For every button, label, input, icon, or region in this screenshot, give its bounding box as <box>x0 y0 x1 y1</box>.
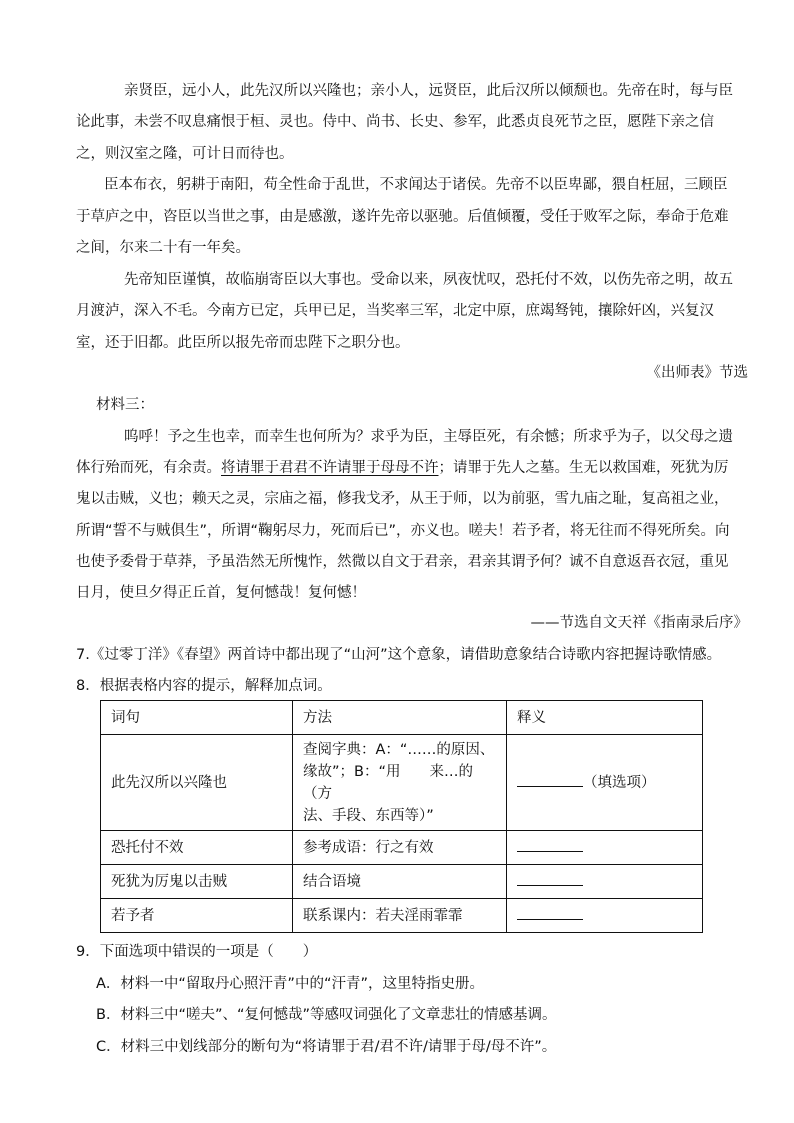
table-row <box>101 831 703 865</box>
passage2-p3-line1: 先帝知臣谨慎，故临崩寄臣以大事也。受命以来，夙夜忧叹，恐托付不效，以伤先帝之明，故五 <box>124 272 733 288</box>
passage3-line6: 日月，使旦夕得正丘首，复何憾哉！复何憾！ <box>76 585 366 601</box>
passage3-line3: 鬼以击贼，义也；赖天之灵，宗庙之福，修我戈矛，从王于师，以为前驱，雪九庙之耻，复高祖之业， <box>76 491 729 507</box>
row2-answer <box>507 831 703 865</box>
underlined-sentence: 将请罪于君君不许请罪于母母不许 <box>221 460 439 476</box>
row1-method <box>293 735 507 831</box>
passage3-line1: 呜呼！予之生也幸，而幸生也何所为？求乎为臣，主辱臣死，有余憾；所求乎为子，以父母之遗 <box>124 429 733 445</box>
answer-blank[interactable] <box>517 905 583 920</box>
header-method: 方法 <box>293 701 507 735</box>
table-row <box>101 735 703 831</box>
passage3-line2 <box>76 458 729 478</box>
row1-answer-suffix: （填选项） <box>583 774 656 791</box>
passage2-p1-line1: 亲贤臣，远小人，此先汉所以兴隆也；亲小人，远贤臣，此后汉所以倾颓也。先帝在时，每与臣 <box>124 83 733 99</box>
answer-blank[interactable] <box>517 837 583 852</box>
row4-answer <box>507 899 703 933</box>
question-9-option-a: A．材料一中“留取丹心照汗青”中的“汗青”，这里特指史册。 <box>96 976 484 992</box>
row4-phrase: 若予者 <box>101 899 293 933</box>
passage3-line2-post: ；请罪于先人之墓。生无以救国难，死犹为厉 <box>438 460 729 476</box>
question-8: 8．根据表格内容的提示，解释加点词。 <box>76 678 332 694</box>
table-header-row <box>101 701 703 735</box>
vocab-table <box>100 700 703 933</box>
row3-answer <box>507 865 703 899</box>
passage3-label: 材料三： <box>96 397 154 413</box>
passage2-p3-line3: 室，还于旧都。此臣所以报先帝而忠陛下之职分也。 <box>76 335 410 351</box>
row1-phrase: 此先汉所以兴隆也 <box>101 735 293 831</box>
row2-phrase: 恐托付不效 <box>101 831 293 865</box>
row4-method: 联系课内：若夫淫雨霏霏 <box>293 899 507 933</box>
passage2-p2-line2: 于草庐之中，咨臣以当世之事，由是感激，遂许先帝以驱驰。后值倾覆，受任于败军之际，奉命于危难 <box>76 209 729 225</box>
passage2-source: 《出师表》节选 <box>646 365 748 381</box>
passage2-p1-line2: 论此事，未尝不叹息痛恨于桓、灵也。侍中、尚书、长史、参军，此悉贞良死节之臣，愿陛下亲之信 <box>76 114 714 130</box>
row3-method: 结合语境 <box>293 865 507 899</box>
passage2-p2-line1: 臣本布衣，躬耕于南阳，苟全性命于乱世，不求闻达于诸侯。先帝不以臣卑鄙，猥自枉屈，三顾臣 <box>104 177 728 193</box>
table-row <box>101 865 703 899</box>
passage3-line4: 所谓“誓不与贼俱生”，所谓“鞠躬尽力，死而后已”，亦义也。嗟夫！若予者，将无往而不得死所矣。向 <box>76 523 730 539</box>
passage2-p2-line3: 之间，尔来二十有一年矣。 <box>76 240 250 256</box>
row1-answer <box>507 735 703 831</box>
row1-method-line2: 缘故”；B：“用 来…的（方 <box>303 763 473 802</box>
row2-method: 参考成语：行之有效 <box>293 831 507 865</box>
row1-method-line1: 查阅字典：A：“……的原因、 <box>303 741 495 758</box>
row1-method-line3: 法、手段、东西等）” <box>303 807 434 824</box>
row3-phrase: 死犹为厉鬼以击贼 <box>101 865 293 899</box>
question-7: 7.《过零丁洋》《春望》两首诗中都出现了“山河”这个意象，请借助意象结合诗歌内容把握诗歌情感。 <box>76 647 722 663</box>
table-row <box>101 899 703 933</box>
header-meaning: 释义 <box>507 701 703 735</box>
passage3-line2-pre: 体行殆而死，有余责。 <box>76 460 221 476</box>
passage2-p3-line2: 月渡泸，深入不毛。今南方已定，兵甲已足，当奖率三军，北定中原，庶竭驽钝，攘除奸凶，兴复汉 <box>76 303 714 319</box>
answer-blank[interactable] <box>517 871 583 886</box>
passage2-p1-line3: 之，则汉室之隆，可计日而待也。 <box>76 146 294 162</box>
question-9-option-c: C．材料三中划线部分的断句为“将请罪于君/君不许/请罪于母/母不许”。 <box>96 1039 557 1055</box>
question-9-option-b: B．材料三中“嗟夫”、“复何憾哉”等感叹词强化了文章悲壮的情感基调。 <box>96 1007 557 1023</box>
answer-blank[interactable] <box>517 772 583 787</box>
passage3-source: ——节选自文天祥《指南录后序》 <box>530 615 748 631</box>
passage3-line5: 也使予委骨于草莽，予虽浩然无所愧怍，然微以自文于君亲，君亲其谓予何？诚不自意返吾衣冠，重见 <box>76 554 729 570</box>
question-9-stem: 9．下面选项中错误的一项是（ ） <box>76 944 318 960</box>
header-phrase: 词句 <box>101 701 293 735</box>
